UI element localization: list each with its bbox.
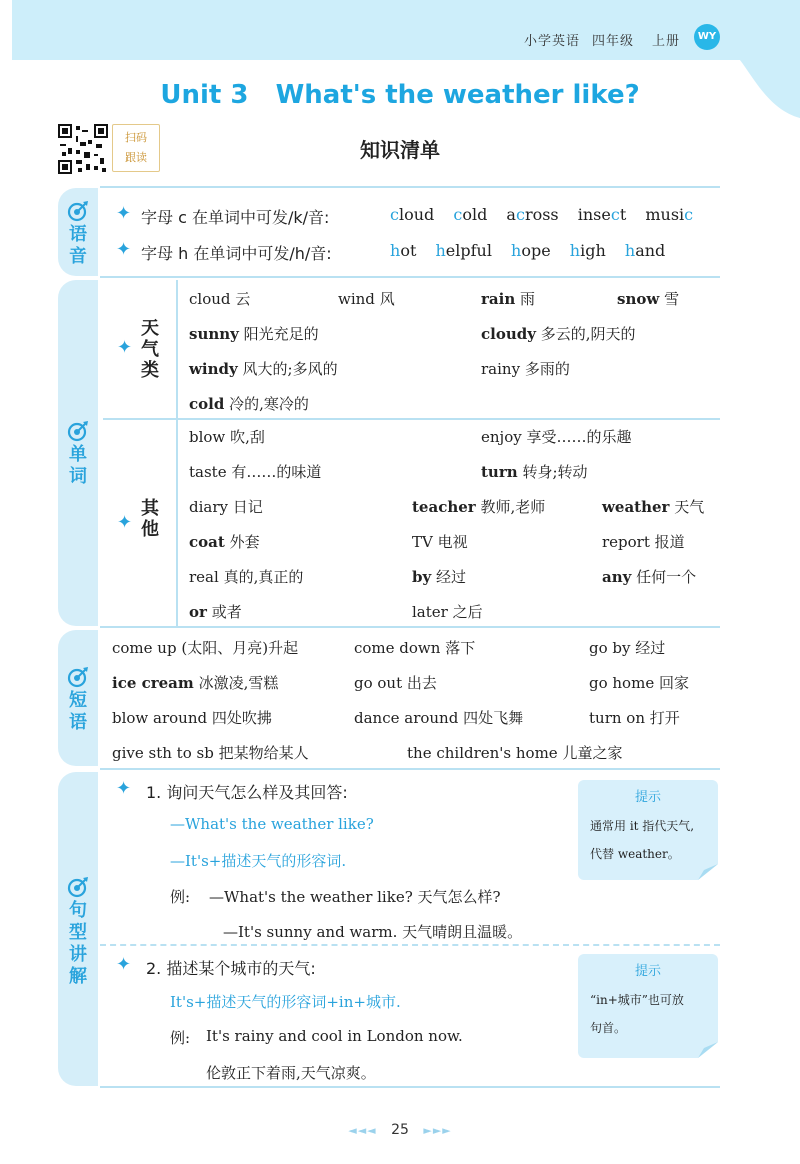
word-item: TV 电视 (412, 533, 468, 551)
phrase-item: come up (太阳、月亮)升起 (112, 639, 299, 657)
phonics-words-1 (390, 205, 693, 224)
target-icon (67, 666, 89, 688)
diamond-icon: ✦ (117, 512, 133, 533)
word-item: weather 天气 (602, 498, 705, 516)
phrase-item: ice cream 冰激凌,雪糕 (112, 674, 279, 692)
word-item: snow 雪 (617, 290, 680, 308)
section-subtitle: 知识清单 (360, 138, 440, 162)
phrase-item: go by 经过 (589, 639, 666, 657)
phonics-word: across (506, 205, 559, 224)
phonics-word: cloud (390, 205, 435, 224)
word-item: cloudy 多云的,阴天的 (481, 325, 636, 343)
phrase-item: blow around 四处吹拂 (112, 709, 272, 727)
phonics-word: hot (390, 241, 417, 260)
scan-label-line1: 扫码 (125, 131, 147, 144)
header-background (0, 0, 800, 130)
hint-box (578, 780, 718, 880)
sentences-label (58, 900, 98, 988)
phonics-rule-1: 字母 c 在单词中可发/k/音: (141, 208, 330, 227)
word-item: enjoy 享受……的乐趣 (481, 428, 632, 446)
phonics-word: hand (624, 241, 666, 260)
sentence-pattern: —It's+描述天气的形容词. (170, 852, 347, 870)
phrase-item: dance around 四处飞舞 (354, 709, 524, 727)
word-item: any 任何一个 (602, 568, 697, 586)
word-item: taste 有……的味道 (189, 463, 322, 481)
sentence-heading-1: 1. 询问天气怎么样及其回答: (146, 783, 348, 802)
scan-label-line2: 跟读 (125, 151, 147, 164)
word-item: wind 风 (338, 290, 395, 308)
page-title: Unit 3 What's the weather like? (160, 80, 640, 110)
sentence-pattern: It's+描述天气的形容词+in+城市. (170, 993, 401, 1011)
diamond-icon: ✦ (116, 203, 132, 224)
divider-vertical (176, 280, 178, 626)
target-icon (67, 200, 89, 222)
example-sentence: —What's the weather like? 天气怎么样? (209, 888, 501, 906)
phonics-word: hope (511, 241, 551, 260)
diamond-icon: ✦ (117, 337, 133, 358)
page-footer (0, 1122, 800, 1138)
phrase-item: go home 回家 (589, 674, 689, 692)
hint-text: “in+城市”也可放 (590, 993, 684, 1007)
example-sentence: 伦敦正下着雨,天气凉爽。 (206, 1064, 376, 1082)
divider (100, 276, 720, 278)
word-item: teacher 教师,老师 (412, 498, 546, 516)
phonics-word: cold (453, 205, 488, 224)
hint-title: 提示 (634, 964, 661, 979)
word-item: cold 冷的,寒冷的 (189, 395, 309, 413)
divider (100, 1086, 720, 1088)
word-item: coat 外套 (189, 533, 260, 551)
diamond-icon: ✦ (116, 239, 132, 260)
phonics-label (58, 224, 98, 268)
phonics-word: music (645, 205, 694, 224)
category-other: 其他 (141, 498, 159, 540)
word-item: turn 转身;转动 (481, 463, 588, 481)
word-item: sunny 阳光充足的 (189, 325, 319, 343)
word-item: diary 日记 (189, 498, 263, 516)
phonics-label-text: 语音 (69, 224, 87, 267)
example-sentence: —It's sunny and warm. 天气晴朗且温暖。 (223, 923, 523, 941)
right-arrows-icon: ►►► (423, 1124, 452, 1137)
word-item: rain 雨 (481, 290, 536, 308)
hint-text: 代替 weather。 (590, 847, 680, 861)
divider (100, 626, 720, 628)
divider (100, 186, 720, 188)
phrases-label (58, 690, 98, 734)
phrase-item: go out 出去 (354, 674, 437, 692)
phrase-item: turn on 打开 (589, 709, 680, 727)
header-volume: 上册 (652, 34, 681, 49)
example-label: 例: (170, 888, 191, 906)
phrase-item: give sth to sb 把某物给某人 (112, 744, 309, 762)
word-item: or 或者 (189, 603, 242, 621)
hint-text: 通常用 it 指代天气, (590, 819, 695, 833)
left-arrows-icon: ◄◄◄ (348, 1124, 377, 1137)
sentences-label-text: 句型讲解 (69, 900, 87, 987)
category-weather: 天气类 (141, 318, 159, 381)
word-item: windy 风大的;多风的 (189, 360, 338, 378)
page-curl-icon (698, 864, 718, 880)
word-item: report 报道 (602, 533, 685, 551)
sentence-heading-2: 2. 描述某个城市的天气: (146, 959, 316, 978)
example-label: 例: (170, 1029, 191, 1047)
header-series: 小学英语 (524, 34, 581, 49)
phrase-item: come down 落下 (354, 639, 476, 657)
page-number: 25 (391, 1122, 409, 1138)
word-item: cloud 云 (189, 290, 251, 308)
hint-title: 提示 (634, 790, 661, 805)
wy-badge: WY (694, 24, 720, 50)
phrases-label-text: 短语 (69, 690, 87, 733)
divider (103, 418, 720, 420)
example-sentence: It's rainy and cool in London now. (206, 1027, 463, 1045)
words-label (58, 444, 98, 488)
target-icon (67, 420, 89, 442)
hint-box (578, 954, 718, 1058)
phrase-item: the children's home 儿童之家 (407, 744, 623, 762)
page-curl-icon (698, 1042, 718, 1058)
phonics-word: helpful (435, 241, 492, 260)
header-grade: 四年级 (592, 34, 635, 49)
words-label-text: 单词 (69, 444, 87, 487)
word-item: real 真的,真正的 (189, 568, 304, 586)
word-item: later 之后 (412, 603, 483, 621)
phonics-word: insect (577, 205, 627, 224)
hint-text: 句首。 (590, 1021, 627, 1035)
phonics-rule-2: 字母 h 在单词中可发/h/音: (141, 244, 332, 263)
divider (100, 944, 720, 946)
phonics-word: high (569, 241, 606, 260)
word-item: blow 吹,刮 (189, 428, 265, 446)
word-item: by 经过 (412, 568, 467, 586)
phonics-words-2 (390, 241, 665, 260)
diamond-icon: ✦ (116, 954, 132, 975)
sentence-pattern: —What's the weather like? (170, 815, 374, 833)
diamond-icon: ✦ (116, 778, 132, 799)
word-item: rainy 多雨的 (481, 360, 570, 378)
divider (100, 768, 720, 770)
target-icon (67, 876, 89, 898)
